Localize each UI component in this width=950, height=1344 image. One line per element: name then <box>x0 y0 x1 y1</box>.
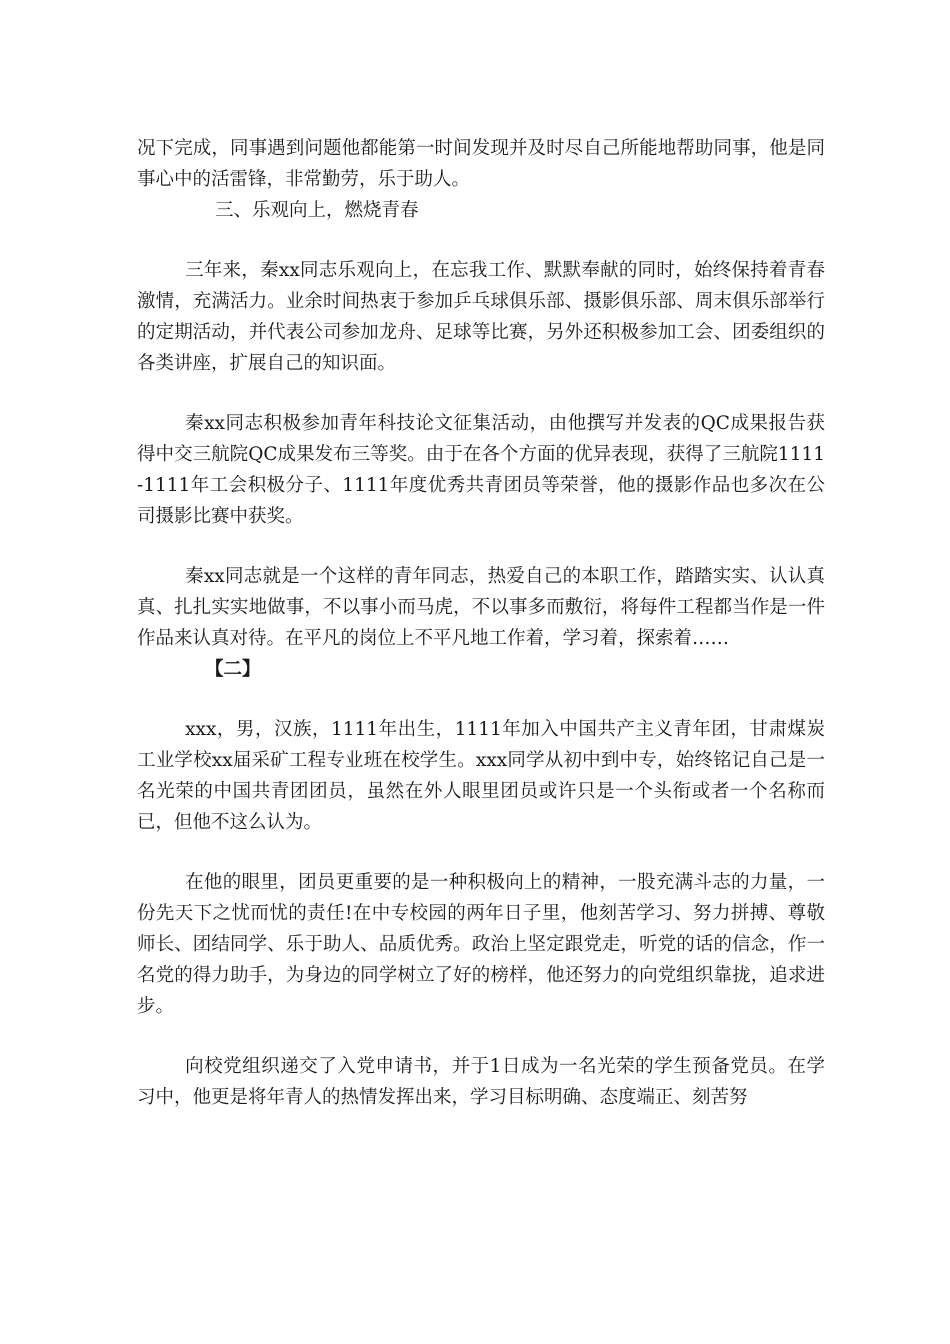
section-heading-three: 三、乐观向上，燃烧青春 <box>215 200 419 221</box>
paragraph-optimism: 三年来，秦xx同志乐观向上，在忘我工作、默默奉献的同时，始终保持着青春激情，充满活力。业余时间热衷于参加乒乓球俱乐部、摄影俱乐部、周末俱乐部举行的定期活动，并代表公司参加龙舟、足球等比赛，另外还积极参加工会、团委组织的各类讲座，扩展自己的知识面。 <box>137 260 825 374</box>
paragraph-awards: 秦xx同志积极参加青年科技论文征集活动，由他撰写并发表的QC成果报告获得中交三航院QC成果发布三等奖。由于在各个方面的优异表现，获得了三航院1111-1111年工会积极分子、1111年度优秀共青团员等荣誉，他的摄影作品也多次在公司摄影比赛中获奖。 <box>137 413 825 527</box>
paragraph-summary: 秦xx同志就是一个这样的青年同志，热爱自己的本职工作，踏踏实实、认认真真、扎扎实实地做事，不以事小而马虎，不以事多而敷衍，将每件工程都当作是一件作品来认真对待。在平凡的岗位上不平凡地工作着，学习着，探索着…… <box>137 566 825 649</box>
section-two-heading: 【二】 <box>205 659 261 680</box>
paragraph-continuation: 况下完成，同事遇到问题他都能第一时间发现并及时尽自己所能地帮助同事，他是同事心中的活雷锋，非常勤劳，乐于助人。 <box>137 138 825 190</box>
document-body <box>137 133 825 1113</box>
paragraph-student-intro: xxx，男，汉族，1111年出生，1111年加入中国共产主义青年团，甘肃煤炭工业学校xx届采矿工程专业班在校学生。xxx同学从初中到中专，始终铭记自己是一名光荣的中国共青团团员，虽然在外人眼里团员或许只是一个头衔或者一个名称而已，但他不这么认为。 <box>137 719 825 833</box>
paragraph-student-spirit: 在他的眼里，团员更重要的是一种积极向上的精神，一股充满斗志的力量，一份先天下之忧而忧的责任!在中专校园的两年日子里，他刻苦学习、努力拼搏、尊敬师长、团结同学、乐于助人、品质优秀。政治上坚定跟党走，听党的话的信念，作一名党的得力助手，为身边的同学树立了好的榜样，他还努力的向党组织靠拢，追求进步。 <box>137 872 825 1017</box>
paragraph-party-application: 向校党组织递交了入党申请书，并于1日成为一名光荣的学生预备党员。在学习中，他更是将年青人的热情发挥出来，学习目标明确、态度端正、刻苦努 <box>137 1056 825 1108</box>
